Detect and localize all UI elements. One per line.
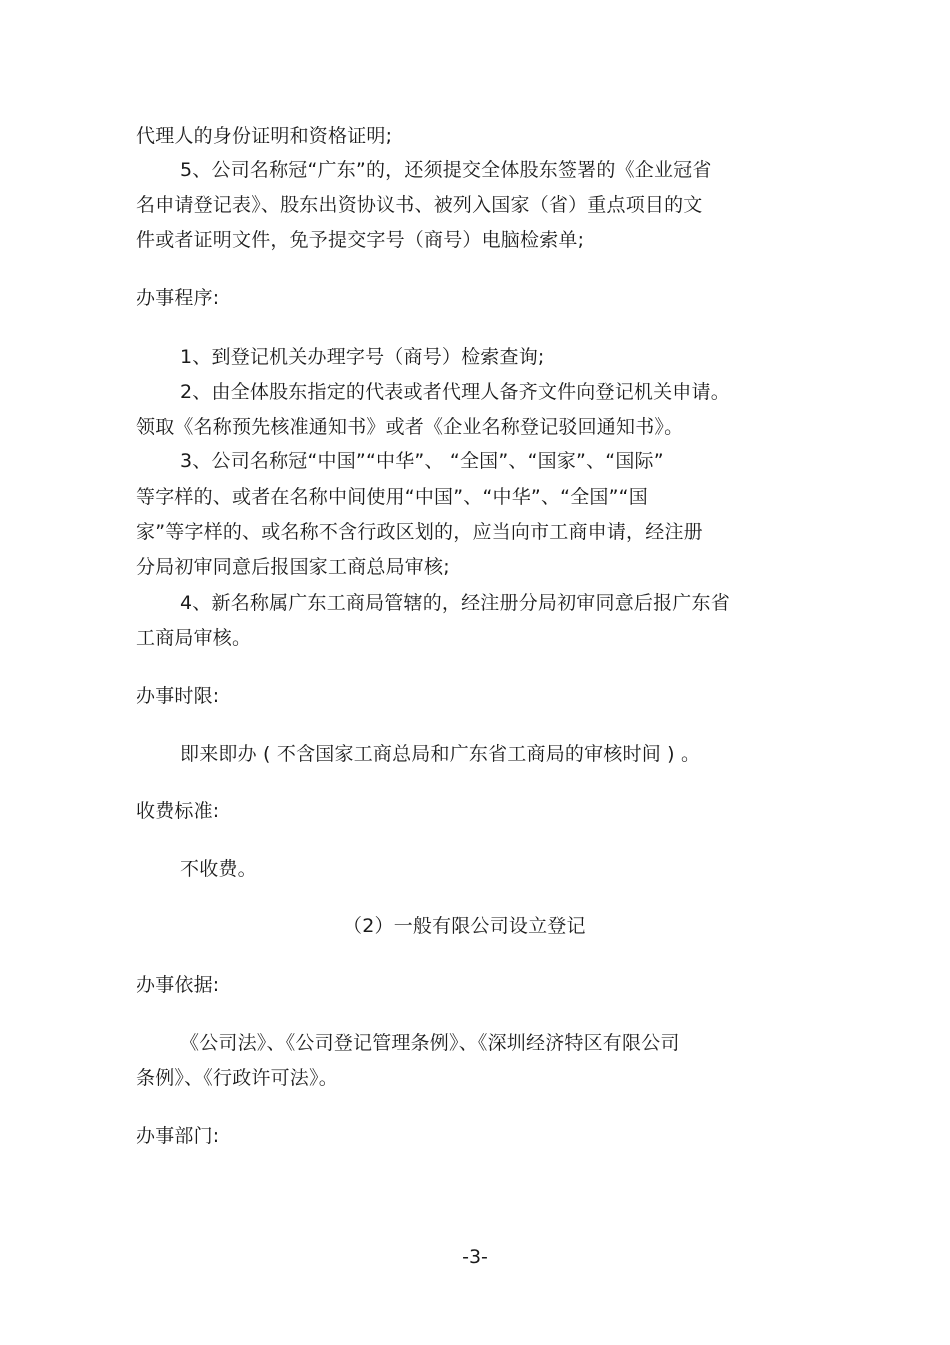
text-line-step-3-cont-2: 家”等字样的、或名称不含行政区划的，应当向市工商申请，经注册 [136,521,703,543]
text-line-step-1: 1、到登记机关办理字号（商号）检索查询; [180,346,545,368]
text-line-fee: 不收费。 [180,858,257,880]
text-line-step-3-cont-1: 等字样的、或者在名称中间使用“中国”、“中华”、“全国”“国 [136,486,648,508]
text-line-item-5-cont-1: 名申请登记表》、股东出资协议书、被列入国家（省）重点项目的文 [136,194,703,216]
section-heading-department: 办事部门: [136,1125,220,1147]
text-line-item-5-cont-2: 件或者证明文件，免予提交字号（商号）电脑检索单; [136,229,585,251]
section-heading-time-limit: 办事时限: [136,685,220,707]
text-line-step-3: 3、公司名称冠“中国”“中华”、 “全国”、“国家”、“国际” [180,450,664,472]
section-heading-fee: 收费标准: [136,800,220,822]
text-line-step-4: 4、新名称属广东工商局管辖的，经注册分局初审同意后报广东省 [180,592,730,614]
text-line-step-2: 2、由全体股东指定的代表或者代理人备齐文件向登记机关申请。 [180,381,730,403]
section-heading-basis: 办事依据: [136,974,220,996]
text-line-step-2-cont: 领取《名称预先核准通知书》或者《企业名称登记驳回通知书》。 [136,416,684,438]
subsection-title: （2）一般有限公司设立登记 [343,915,586,937]
text-line-agent-id: 代理人的身份证明和资格证明; [136,125,393,147]
text-line-step-4-cont: 工商局审核。 [136,627,252,649]
text-line-basis-cont: 条例》、《行政许可法》。 [136,1067,338,1089]
text-line-time-limit: 即来即办 ( 不含国家工商总局和广东省工商局的审核时间 ) 。 [180,743,701,765]
page-number: -3- [462,1246,488,1268]
text-line-step-3-cont-3: 分局初审同意后报国家工商总局审核; [136,556,450,578]
text-line-item-5: 5、公司名称冠“广东”的，还须提交全体股东签署的《企业冠省 [180,159,712,181]
text-line-basis: 《公司法》、《公司登记管理条例》、《深圳经济特区有限公司 [180,1032,680,1054]
section-heading-procedure: 办事程序: [136,287,220,309]
